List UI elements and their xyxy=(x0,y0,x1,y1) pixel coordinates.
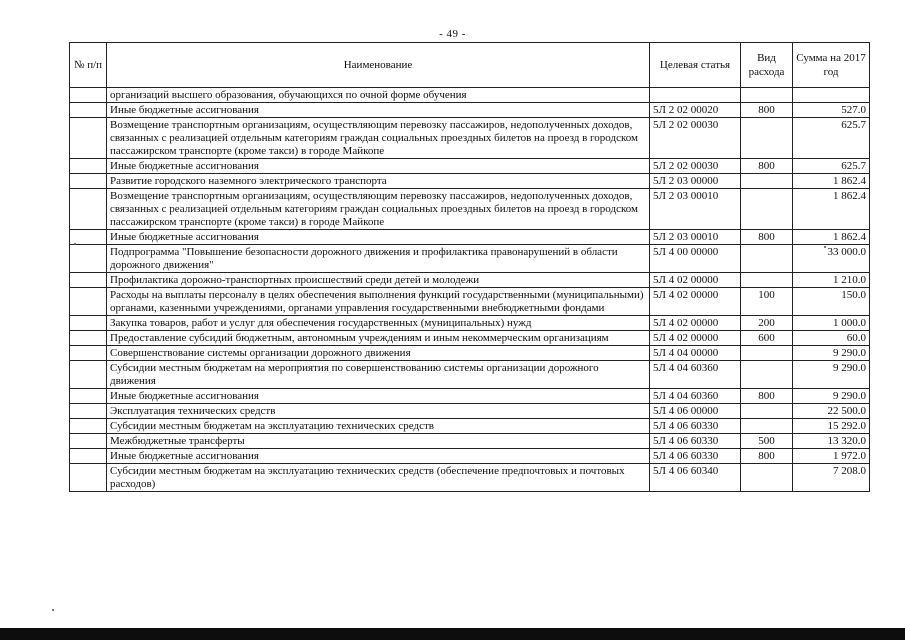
amount-cell: 1 000.0 xyxy=(793,316,870,331)
amount-cell: 33 000.0 xyxy=(793,245,870,273)
name-cell: Возмещение транспортным организациям, осуществляющим перевозку пассажиров, недополученных доходов, связанных с реализацией отдельным категориям граждан социальных проездных билетов на проезд в городском пассажирском транспорте (кроме такси) в городе Майкопе xyxy=(107,118,650,159)
table-row xyxy=(70,103,870,118)
budget-table xyxy=(69,42,870,492)
table-header xyxy=(70,43,870,88)
row-number-cell xyxy=(70,174,107,189)
name-cell: организаций высшего образования, обучающихся по очной форме обучения xyxy=(107,88,650,103)
header-name: Наименование xyxy=(107,43,650,88)
table-row xyxy=(70,449,870,464)
expense-kind-cell xyxy=(741,88,793,103)
amount-cell: 9 290.0 xyxy=(793,389,870,404)
target-article-cell: 5Л 4 04 60360 xyxy=(650,361,741,389)
expense-kind-cell xyxy=(741,419,793,434)
amount-cell: 1 210.0 xyxy=(793,273,870,288)
row-number-cell xyxy=(70,189,107,230)
row-number-cell xyxy=(70,419,107,434)
target-article-cell: 5Л 2 03 00010 xyxy=(650,230,741,245)
name-cell: Профилактика дорожно-транспортных происшествий среди детей и молодежи xyxy=(107,273,650,288)
target-article-cell: 5Л 4 04 60360 xyxy=(650,389,741,404)
table-body xyxy=(70,88,870,492)
expense-kind-cell xyxy=(741,361,793,389)
row-number-cell xyxy=(70,316,107,331)
target-article-cell: 5Л 2 02 00030 xyxy=(650,118,741,159)
name-cell: Закупка товаров, работ и услуг для обеспечения государственных (муниципальных) нужд xyxy=(107,316,650,331)
row-number-cell xyxy=(70,361,107,389)
table-row xyxy=(70,346,870,361)
target-article-cell: 5Л 4 06 60330 xyxy=(650,434,741,449)
target-article-cell: 5Л 2 03 00000 xyxy=(650,174,741,189)
expense-kind-cell: 500 xyxy=(741,434,793,449)
name-cell: Иные бюджетные ассигнования xyxy=(107,449,650,464)
row-number-cell xyxy=(70,434,107,449)
name-cell: Совершенствование системы организации дорожного движения xyxy=(107,346,650,361)
name-cell: Иные бюджетные ассигнования xyxy=(107,230,650,245)
target-article-cell: 5Л 4 02 00000 xyxy=(650,331,741,346)
amount-cell: 1 972.0 xyxy=(793,449,870,464)
table-row xyxy=(70,230,870,245)
target-article-cell: 5Л 4 06 60330 xyxy=(650,449,741,464)
table-row xyxy=(70,331,870,346)
target-article-cell: 5Л 4 06 60340 xyxy=(650,464,741,492)
amount-cell: 1 862.4 xyxy=(793,189,870,230)
amount-cell: 625.7 xyxy=(793,159,870,174)
expense-kind-cell: 600 xyxy=(741,331,793,346)
row-number-cell xyxy=(70,245,107,273)
target-article-cell: 5Л 2 03 00010 xyxy=(650,189,741,230)
expense-kind-cell xyxy=(741,189,793,230)
header-sum: Сумма на 2017 год xyxy=(793,43,870,88)
table-row xyxy=(70,434,870,449)
header-num: № п/п xyxy=(70,43,107,88)
amount-cell: 9 290.0 xyxy=(793,346,870,361)
amount-cell: 150.0 xyxy=(793,288,870,316)
amount-cell: 527.0 xyxy=(793,103,870,118)
name-cell: Субсидии местным бюджетам на эксплуатацию технических средств (обеспечение предпочтовых и почтовых расходов) xyxy=(107,464,650,492)
table-row xyxy=(70,118,870,159)
amount-cell: 13 320.0 xyxy=(793,434,870,449)
table-row xyxy=(70,389,870,404)
amount-cell: 1 862.4 xyxy=(793,230,870,245)
row-number-cell xyxy=(70,288,107,316)
name-cell: Межбюджетные трансферты xyxy=(107,434,650,449)
target-article-cell: 5Л 2 02 00020 xyxy=(650,103,741,118)
amount-cell: 9 290.0 xyxy=(793,361,870,389)
expense-kind-cell: 100 xyxy=(741,288,793,316)
target-article-cell: 5Л 4 06 00000 xyxy=(650,404,741,419)
row-number-cell xyxy=(70,346,107,361)
name-cell: Возмещение транспортным организациям, осуществляющим перевозку пассажиров, недополученных доходов, связанных с реализацией отдельным категориям граждан социальных проездных билетов на проезд в городском пассажирском транспорте (кроме такси) в городе Майкопе xyxy=(107,189,650,230)
expense-kind-cell xyxy=(741,404,793,419)
expense-kind-cell xyxy=(741,174,793,189)
amount-cell xyxy=(793,88,870,103)
row-number-cell xyxy=(70,103,107,118)
page-number: - 49 - xyxy=(439,28,466,40)
target-article-cell: 5Л 4 02 00000 xyxy=(650,273,741,288)
expense-kind-cell: 800 xyxy=(741,103,793,118)
expense-kind-cell xyxy=(741,273,793,288)
name-cell: Развитие городского наземного электрического транспорта xyxy=(107,174,650,189)
name-cell: Расходы на выплаты персоналу в целях обеспечения выполнения функций государственными (муниципальными) органами, казенными учреждениями, органами управления государственными внебюджетными фондами xyxy=(107,288,650,316)
row-number-cell xyxy=(70,331,107,346)
expense-kind-cell xyxy=(741,118,793,159)
table-row xyxy=(70,159,870,174)
target-article-cell: 5Л 2 02 00030 xyxy=(650,159,741,174)
row-number-cell xyxy=(70,88,107,103)
table-row xyxy=(70,419,870,434)
name-cell: Предоставление субсидий бюджетным, автономным учреждениям и иным некоммерческим организациям xyxy=(107,331,650,346)
scan-edge-bar xyxy=(0,628,905,640)
target-article-cell: 5Л 4 06 60330 xyxy=(650,419,741,434)
expense-kind-cell: 200 xyxy=(741,316,793,331)
table-row xyxy=(70,316,870,331)
name-cell: Иные бюджетные ассигнования xyxy=(107,389,650,404)
target-article-cell: 5Л 4 04 00000 xyxy=(650,346,741,361)
target-article-cell: 5Л 4 02 00000 xyxy=(650,288,741,316)
header-code: Целевая статья xyxy=(650,43,741,88)
name-cell: Иные бюджетные ассигнования xyxy=(107,103,650,118)
expense-kind-cell xyxy=(741,346,793,361)
expense-kind-cell xyxy=(741,245,793,273)
table-row xyxy=(70,273,870,288)
scan-speck xyxy=(52,609,54,611)
table-row xyxy=(70,174,870,189)
row-number-cell xyxy=(70,389,107,404)
table-row xyxy=(70,404,870,419)
row-number-cell xyxy=(70,159,107,174)
row-number-cell xyxy=(70,118,107,159)
name-cell: Подпрограмма "Повышение безопасности дорожного движения и профилактика правонарушений в области дорожного движения" xyxy=(107,245,650,273)
table-row xyxy=(70,88,870,103)
scan-speck xyxy=(74,243,76,245)
name-cell: Субсидии местным бюджетам на мероприятия по совершенствованию системы организации дорожного движения xyxy=(107,361,650,389)
amount-cell: 7 208.0 xyxy=(793,464,870,492)
table-row xyxy=(70,464,870,492)
row-number-cell xyxy=(70,404,107,419)
expense-kind-cell xyxy=(741,464,793,492)
amount-cell: 22 500.0 xyxy=(793,404,870,419)
name-cell: Субсидии местным бюджетам на эксплуатацию технических средств xyxy=(107,419,650,434)
target-article-cell xyxy=(650,88,741,103)
amount-cell: 15 292.0 xyxy=(793,419,870,434)
row-number-cell xyxy=(70,449,107,464)
name-cell: Иные бюджетные ассигнования xyxy=(107,159,650,174)
name-cell: Эксплуатация технических средств xyxy=(107,404,650,419)
expense-kind-cell: 800 xyxy=(741,230,793,245)
amount-cell: 1 862.4 xyxy=(793,174,870,189)
table-row xyxy=(70,361,870,389)
expense-kind-cell: 800 xyxy=(741,449,793,464)
header-kind: Вид расхода xyxy=(741,43,793,88)
row-number-cell xyxy=(70,273,107,288)
row-number-cell xyxy=(70,464,107,492)
scan-speck xyxy=(824,246,826,248)
expense-kind-cell: 800 xyxy=(741,159,793,174)
amount-cell: 60.0 xyxy=(793,331,870,346)
target-article-cell: 5Л 4 02 00000 xyxy=(650,316,741,331)
target-article-cell: 5Л 4 00 00000 xyxy=(650,245,741,273)
table-row xyxy=(70,288,870,316)
amount-cell: 625.7 xyxy=(793,118,870,159)
table-row xyxy=(70,245,870,273)
table-row xyxy=(70,189,870,230)
expense-kind-cell: 800 xyxy=(741,389,793,404)
